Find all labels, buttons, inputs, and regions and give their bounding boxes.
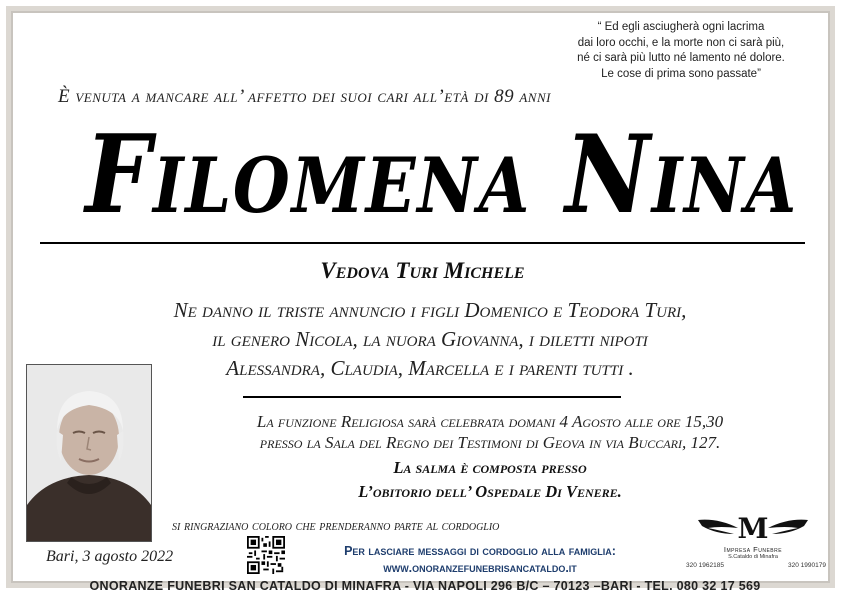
phone-numbers xyxy=(686,562,826,569)
qr-code-icon[interactable] xyxy=(247,536,285,574)
announcement-line-1: Ne danno il triste annuncio i figli Domenico e Teodora Turi, xyxy=(173,298,687,322)
announcement-line-2: il genero Nicola, la nuora Giovanna, i diletti nipoti xyxy=(212,327,648,351)
announcement-line-3: Alessandra, Claudia, Marcella e i parenti tutti . xyxy=(226,356,634,380)
widow-of: Vedova Turi Michele xyxy=(320,258,525,283)
portrait-illustration xyxy=(27,365,151,541)
condolence-info xyxy=(290,543,670,577)
funeral-home-logo xyxy=(694,514,812,560)
scripture-quote xyxy=(551,20,811,82)
wings-logo-icon xyxy=(694,514,812,540)
footer-address: ONORANZE FUNEBRI SAN CATALDO DI MINAFRA - VIA NAPOLI 296 B/C – 70123 –BARI - TEL. 080 32 17 569 xyxy=(89,579,761,593)
quote-line-1: “ Ed egli asciugherà ogni lacrima xyxy=(597,21,765,33)
intro-text: È venuta a mancare all’ affetto dei suoi cari all’età di 89 anni xyxy=(58,86,551,107)
body-location-line-2: L’obitorio dell’ Ospedale Di Venere. xyxy=(358,482,622,501)
logo-place: S.Cataldo di Minafra xyxy=(728,554,778,560)
section-divider xyxy=(243,396,621,398)
ceremony-line-1: La funzione Religiosa sarà celebrata domani 4 Agosto alle ore 15,30 xyxy=(256,412,724,431)
logo-letter: M xyxy=(737,514,769,540)
deceased-name: Filomena Nina xyxy=(85,112,798,238)
thanks-text: si ringraziano coloro che prenderanno parte al cordoglio xyxy=(172,518,500,534)
quote-line-2: dai loro occhi, e la morte non ci sarà più, xyxy=(577,36,785,49)
portrait-photo xyxy=(26,364,152,542)
phone-1[interactable]: 320 1962185 xyxy=(686,562,724,569)
date-place: Bari, 3 agosto 2022 xyxy=(46,548,174,565)
body-location-line-1: La salma è composta presso xyxy=(393,458,587,477)
quote-line-3: né ci sarà più lutto né lamento né dolore. xyxy=(577,52,785,64)
condolence-text: Per lasciare messaggi di cordoglio alla famiglia: xyxy=(344,544,616,558)
logo-name: Impresa Funebre xyxy=(723,545,783,554)
ceremony-line-2: presso la Sala del Regno dei Testimoni di Geova in via Buccari, 127. xyxy=(259,433,721,452)
name-underline xyxy=(40,242,805,244)
phone-2[interactable]: 320 1990179 xyxy=(788,562,826,569)
condolence-url-link[interactable]: www.onoranzefunebrisancataldo.it xyxy=(383,561,577,575)
quote-line-4: Le cose di prima sono passate” xyxy=(601,67,761,80)
